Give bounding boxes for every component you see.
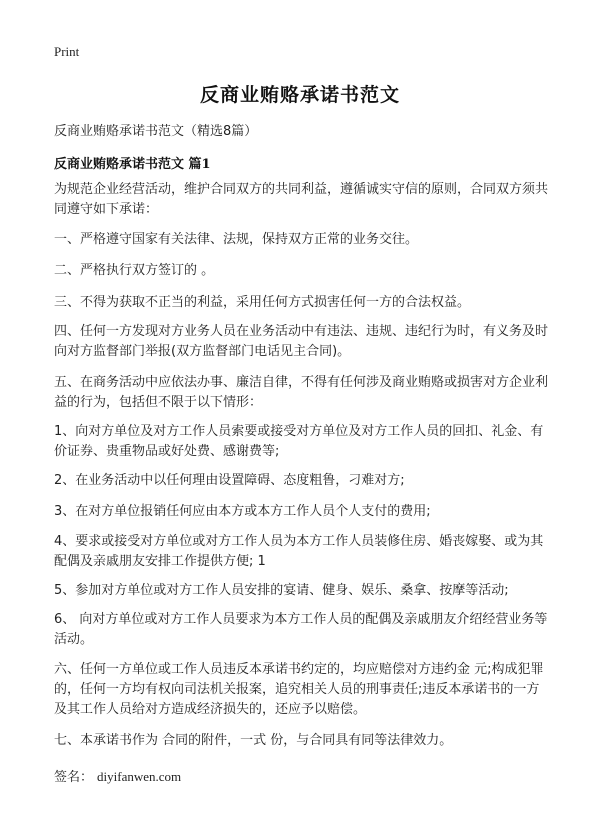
signature-line: [54, 766, 181, 785]
website-link[interactable]: diyifanwen.com: [97, 769, 182, 784]
paragraph-clause-6: 六、任何一方单位或工作人员违反本承诺书约定的，均应赔偿对方违约金 元;构成犯罪的，任何一方均有权向司法机关报案，追究相关人员的刑事责任;违反本承诺书的一方及其工作人员给对方造成经济损失的，还应予以赔偿。: [54, 662, 544, 717]
print-label[interactable]: Print: [54, 44, 80, 59]
signature-label: 签名：: [54, 770, 94, 785]
section-heading: 反商业贿赂承诺书范文 篇1: [54, 157, 211, 172]
paragraph-intro: 为规范企业经营活动，维护合同双方的共同利益，遵循诚实守信的原则，合同双方须共同遵守如下承诺：: [54, 182, 549, 217]
paragraph-clause-4: 四、任何一方发现对方业务人员在业务活动中有违法、违规、违纪行为时，有义务及时向对方监督部门举报(双方监督部门电话见主合同)。: [54, 324, 549, 359]
document-title: 反商业贿赂承诺书范文: [199, 84, 400, 106]
paragraph-item-6: 6、 向对方单位或对方工作人员要求为本方工作人员的配偶及亲戚朋友介绍经营业务等活动。: [54, 612, 548, 647]
paragraph-clause-7: 七、本承诺书作为 合同的附件，一式 份，与合同具有同等法律效力。: [54, 733, 453, 748]
paragraph-item-1: 1、向对方单位及对方工作人员索要或接受对方单位及对方工作人员的回扣、礼金、有价证券、贵重物品或好处费、感谢费等;: [54, 424, 544, 459]
paragraph-clause-1: 一、严格遵守国家有关法律、法规，保持双方正常的业务交往。: [54, 232, 419, 247]
paragraph-item-5: 5、参加对方单位或对方工作人员安排的宴请、健身、娱乐、桑拿、按摩等活动;: [54, 583, 509, 598]
paragraph-item-4: 4、要求或接受对方单位或对方工作人员为本方工作人员装修住房、婚丧嫁娶、或为其配偶及亲戚朋友安排工作提供方便; 1: [54, 534, 544, 569]
paragraph-item-3: 3、在对方单位报销任何应由本方或本方工作人员个人支付的费用;: [54, 504, 431, 519]
paragraph-clause-3: 三、不得为获取不正当的利益，采用任何方式损害任何一方的合法权益。: [54, 295, 471, 310]
paragraph-item-2: 2、在业务活动中以任何理由设置障碍、态度粗鲁，刁难对方;: [54, 473, 405, 488]
paragraph-clause-2: 二、严格执行双方签订的 。: [54, 263, 215, 278]
document-subtitle: 反商业贿赂承诺书范文（精选8篇）: [54, 124, 258, 139]
paragraph-clause-5: 五、在商务活动中应依法办事、廉洁自律，不得有任何涉及商业贿赂或损害对方企业利益的行为，包括但不限于以下情形：: [54, 375, 549, 410]
